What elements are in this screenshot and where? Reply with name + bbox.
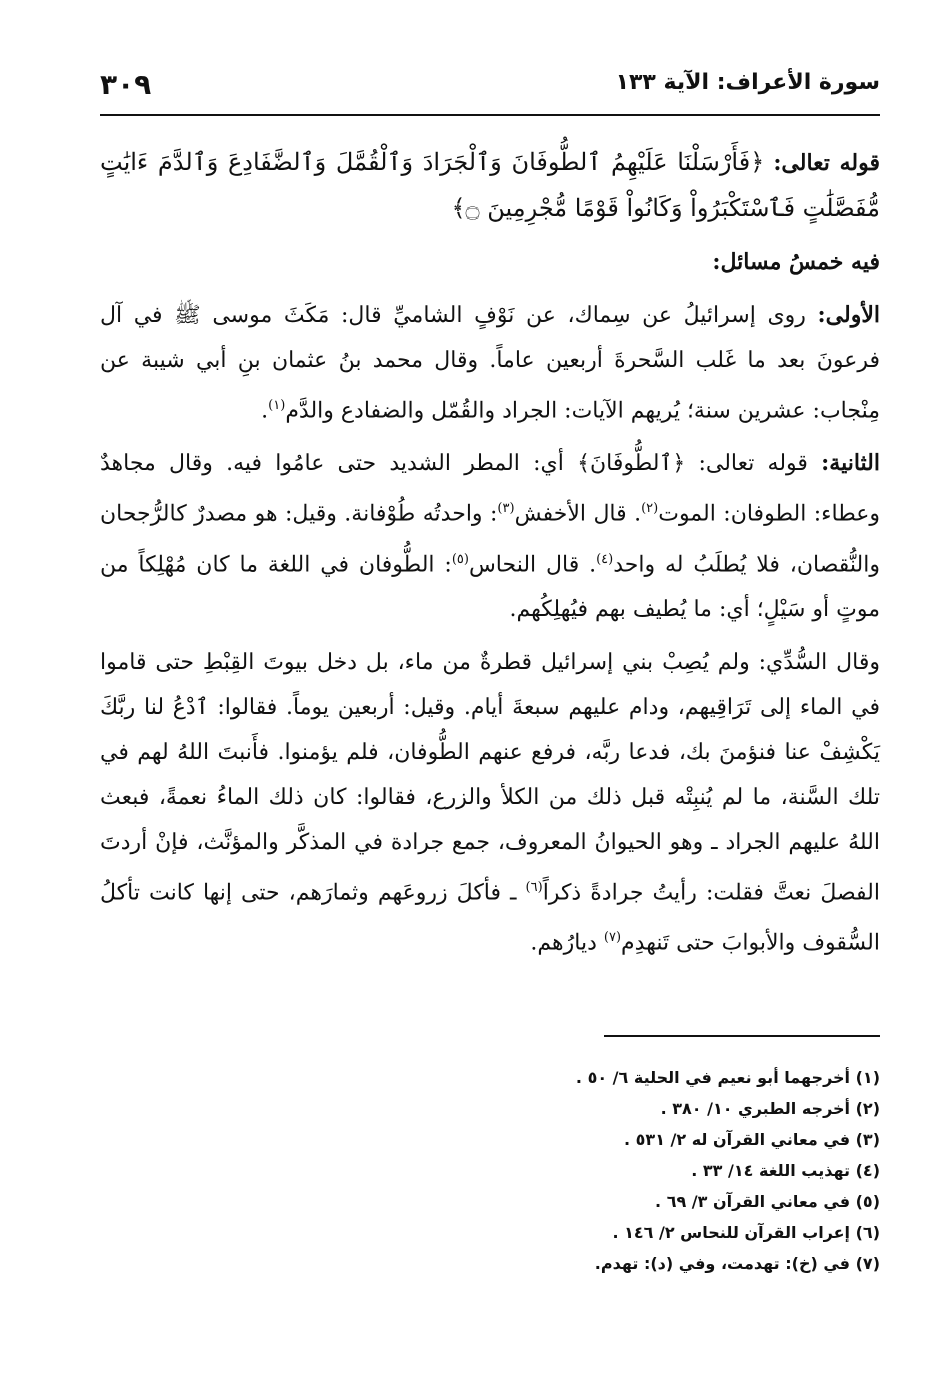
footnote-item: (٢) أخرجه الطبري ١٠/ ٣٨٠ . <box>660 1099 880 1118</box>
footnote-ref-3[interactable]: (٣) <box>497 501 515 517</box>
issue-one-end: . <box>261 398 269 424</box>
running-title: سورة الأعراف: الآية ١٣٣ <box>615 70 880 95</box>
suddi-paragraph <box>100 640 880 966</box>
issue-one-text: روى إسرائيلُ عن سِماك، عن نَوْفٍ الشاميِّ قال: مَكَثَ موسى ﷺ في آل فرعونَ بعد ما غَلب السَّحرةَ أربعين عاماً. وقال محمد بنُ عثمان بنِ أبي شيبة عن مِنْجاب: عشرين سنة؛ يُريهم الآيات: الجراد والقُمّل والضفادع والدَّم <box>100 303 880 424</box>
issue-one-paragraph <box>100 293 880 433</box>
main-text <box>100 140 880 974</box>
footnote-item: (١) أخرجهما أبو نعيم في الحلية ٦/ ٥٠ . <box>575 1068 880 1087</box>
issues-heading: فيه خمسُ مسائل: <box>712 249 880 275</box>
suddi-text-1: وقال السُّدِّي: ولم يُصِبْ بني إسرائيل قطرةٌ من ماء، بل دخل بيوتَ القِبْطِ حتى قاموا في الماء إلى تَرَاقِيهم، ودام عليهم سبعةَ أيام. وقيل: أربعين يوماً. فقالوا: ٱدْعُ لنا ربَّكَ يَكْشِفْ عنا فنؤمنَ بك، فدعا ربَّه، فرفع عنهم الطُّوفان، فلم يؤمنوا. فأَنبتَ اللهُ لهم في تلك السَّنة، ما لم يُنبِتْه قبل ذلك من الكلأ والزرع، فقالوا: كان ذلك الماءُ نعمةً، فبعث اللهُ عليهم الجراد ـ وهو الحيوانُ المعروف، جمع جرادة في المذكَّر والمؤنَّث، فإنْ أردتَ الفصلَ نعتَّ فقلت: رأيتُ جرادةً ذكراً <box>100 649 881 906</box>
footnote-item: (٤) تهذيب اللغة ١٤/ ٣٣ . <box>691 1161 880 1180</box>
issue-two-paragraph <box>100 441 880 632</box>
footnote-ref-1[interactable]: (١) <box>268 398 286 413</box>
footnotes-list <box>100 1062 880 1279</box>
issue-two-text-2: . قال الأخفش <box>514 501 642 527</box>
suddi-text-3: ديارُهم. <box>530 930 604 956</box>
issue-two-text-4: . قال النحاس <box>468 551 597 577</box>
footnote-item: (٦) إعراب القرآن للنحاس ٢/ ١٤٦ . <box>612 1223 880 1242</box>
verse-paragraph <box>100 140 880 232</box>
footnote-ref-4[interactable]: (٤) <box>596 551 614 567</box>
footnote-item: (٥) في معاني القرآن ٣/ ٦٩ . <box>655 1192 880 1211</box>
footnote-item: (٧) في (خ): تهدمت، وفي (د): تهدم. <box>594 1254 880 1273</box>
quran-verse: ﴿فَأَرْسَلْنَا عَلَيْهِمُ ٱلطُّوفَانَ وَٱلْجَرَادَ وَٱلْقُمَّلَ وَٱلضَّفَادِعَ وَٱلدَّمَ ءَايَٰتٍ مُّفَصَّلَٰتٍ فَٱسْتَكْبَرُواْ وَكَانُواْ قَوْمًا مُّجْرِمِينَ ۝﴾ <box>100 148 880 222</box>
page-number: ٣٠٩ <box>100 68 152 101</box>
page-header <box>100 66 880 112</box>
issue-two-text-5: : الطُّوفان في اللغة ما كان مُهْلِكاً من موتٍ أو سَيْلٍ؛ أي: ما يُطيف بهم فيُهلِكُهم. <box>100 551 880 622</box>
issue-two-text-1: قوله تعالى: ﴿ٱلطُّوفَانَ﴾ أي: المطر الشديد حتى عامُوا فيه. وقال مجاهدٌ وعطاء: الطوفان: الموت <box>100 451 881 527</box>
footnote-divider <box>604 1035 880 1037</box>
header-divider <box>100 114 880 116</box>
footnote-ref-7[interactable]: (٧) <box>603 930 622 946</box>
footnote-item: (٣) في معاني القرآن له ٢/ ٥٣١ . <box>624 1130 880 1149</box>
suddi-text-2: ـ فأكلَ زروعَهم وثمارَهم، حتى إنها كانت تأكلُ السُّقوف والأبوابَ حتى تَنهدِم <box>100 880 880 956</box>
issue-one-lead: الأولى: <box>817 302 880 328</box>
footnote-ref-2[interactable]: (٢) <box>641 501 659 517</box>
footnote-ref-6[interactable]: (٦) <box>525 879 543 895</box>
issue-two-lead: الثانية: <box>821 450 880 477</box>
issue-two-text-3: : واحدتُه طُوْفانة. وقيل: هو مصدرٌ كالرُّجحان والنُّقصان، فلا يُطلَبُ له واحد <box>100 501 880 577</box>
footnote-ref-5[interactable]: (٥) <box>451 551 469 567</box>
verse-lead: قوله تعالى: <box>773 150 880 176</box>
